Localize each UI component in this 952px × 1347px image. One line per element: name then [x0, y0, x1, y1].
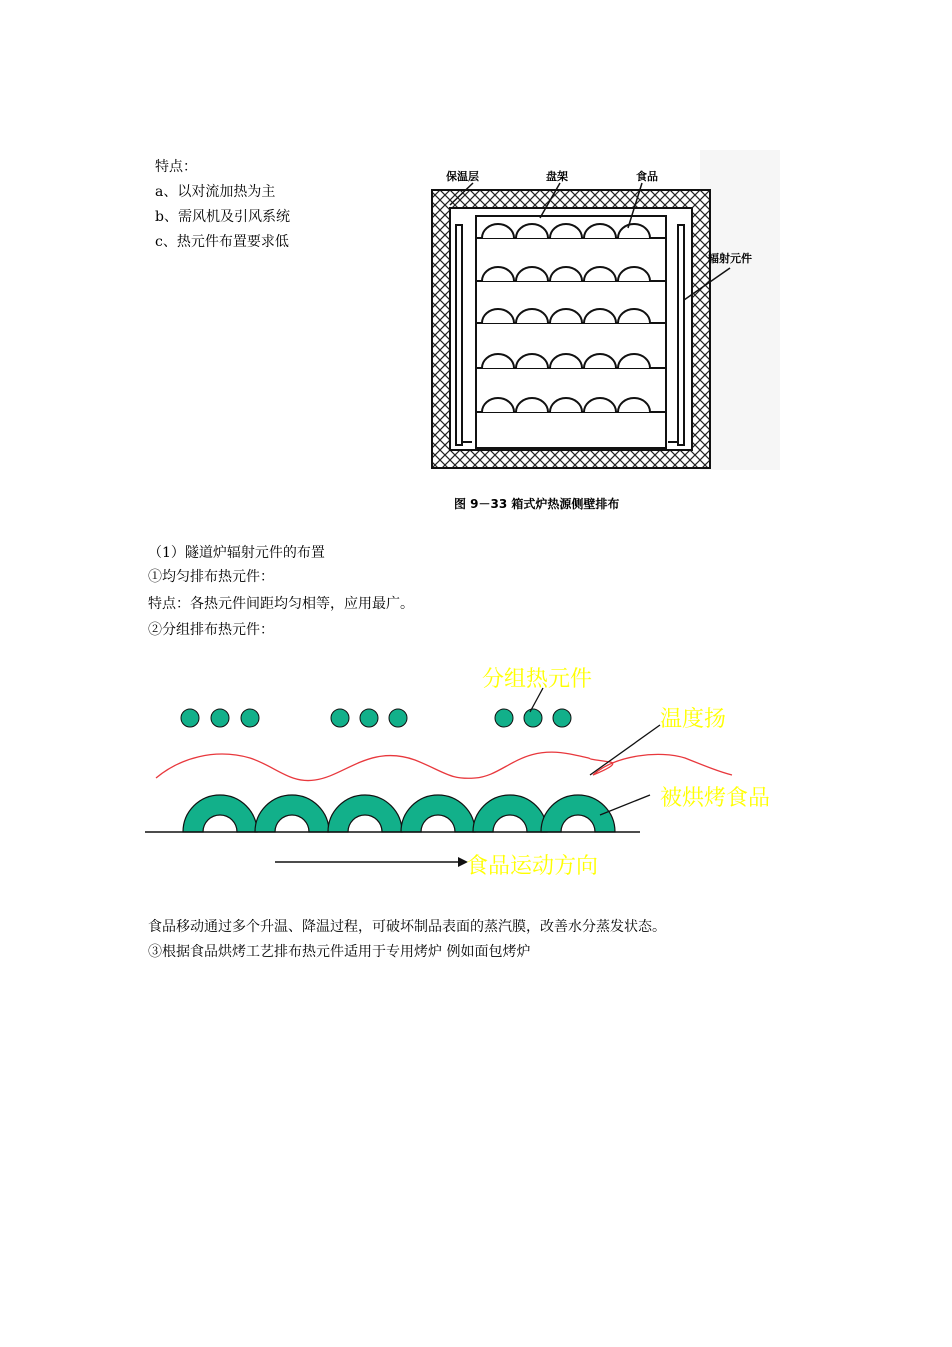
- food-dome: [584, 224, 616, 238]
- food-dome: [584, 309, 616, 323]
- heating-element: [495, 709, 513, 727]
- heating-element: [524, 709, 542, 727]
- heating-element: [389, 709, 407, 727]
- box-oven-figure: [410, 150, 780, 520]
- figure-caption: 图 9－33 箱式炉热源侧壁排布: [454, 497, 620, 511]
- food-dome: [516, 354, 548, 368]
- food-dome: [482, 267, 514, 281]
- paragraph-line-1: 食品移动通过多个升温、降温过程，可破坏制品表面的蒸汽膜，改善水分蒸发状态。: [148, 919, 666, 935]
- label-temperature: 温度扬: [660, 707, 727, 732]
- heating-element: [360, 709, 378, 727]
- food-dome: [482, 398, 514, 412]
- item-uniform: ①均匀排布热元件：: [148, 569, 274, 585]
- heating-element: [331, 709, 349, 727]
- label-radiant: 辐射元件: [708, 252, 752, 265]
- food-dome: [618, 267, 650, 281]
- food-dome: [618, 224, 650, 238]
- item-uniform-note: 特点：各热元件间距均匀相等，应用最广。: [148, 596, 414, 612]
- feature-item-c: c、热元件布置要求低: [155, 234, 289, 250]
- item-grouped: ②分组排布热元件：: [148, 622, 274, 638]
- food-dome: [550, 398, 582, 412]
- food-item: [183, 795, 257, 832]
- radiant-element-right: [678, 225, 684, 445]
- food-dome: [618, 398, 650, 412]
- heating-element: [553, 709, 571, 727]
- heating-element: [181, 709, 199, 727]
- food-dome: [618, 354, 650, 368]
- food-dome: [516, 224, 548, 238]
- food-dome: [618, 309, 650, 323]
- food-item: [255, 795, 329, 832]
- food-dome: [584, 267, 616, 281]
- tunnel-oven-figure: [140, 660, 820, 885]
- label-insulation: 保温层: [446, 170, 479, 183]
- food-dome: [482, 224, 514, 238]
- food-dome: [584, 354, 616, 368]
- label-food: 食品: [636, 170, 658, 183]
- feature-item-a: a、以对流加热为主: [155, 184, 276, 200]
- heating-element: [211, 709, 229, 727]
- food-item: [473, 795, 547, 832]
- label-direction: 食品运动方向: [466, 854, 599, 879]
- food-dome: [516, 309, 548, 323]
- food-item: [328, 795, 402, 832]
- food-dome: [482, 309, 514, 323]
- radiant-element-left: [456, 225, 462, 445]
- label-rack: 盘架: [546, 170, 568, 183]
- paragraph-line-2: ③根据食品烘烤工艺排布热元件适用于专用烤炉 例如面包烤炉: [148, 944, 531, 960]
- food-dome: [550, 309, 582, 323]
- section-heading: （1）隧道炉辐射元件的布置: [148, 545, 325, 561]
- food-dome: [584, 398, 616, 412]
- food-dome: [550, 354, 582, 368]
- food-dome: [516, 267, 548, 281]
- food-dome: [482, 354, 514, 368]
- rack-frame: [476, 216, 666, 448]
- temperature-curve: [156, 752, 732, 781]
- food-dome: [550, 224, 582, 238]
- food-dome: [516, 398, 548, 412]
- food-item: [401, 795, 475, 832]
- label-grouped-elements: 分组热元件: [482, 667, 593, 692]
- feature-item-b: b、需风机及引风系统: [155, 209, 290, 225]
- food-dome: [550, 267, 582, 281]
- label-baked-food: 被烘烤食品: [660, 786, 771, 811]
- features-title: 特点：: [155, 159, 197, 175]
- heating-element: [241, 709, 259, 727]
